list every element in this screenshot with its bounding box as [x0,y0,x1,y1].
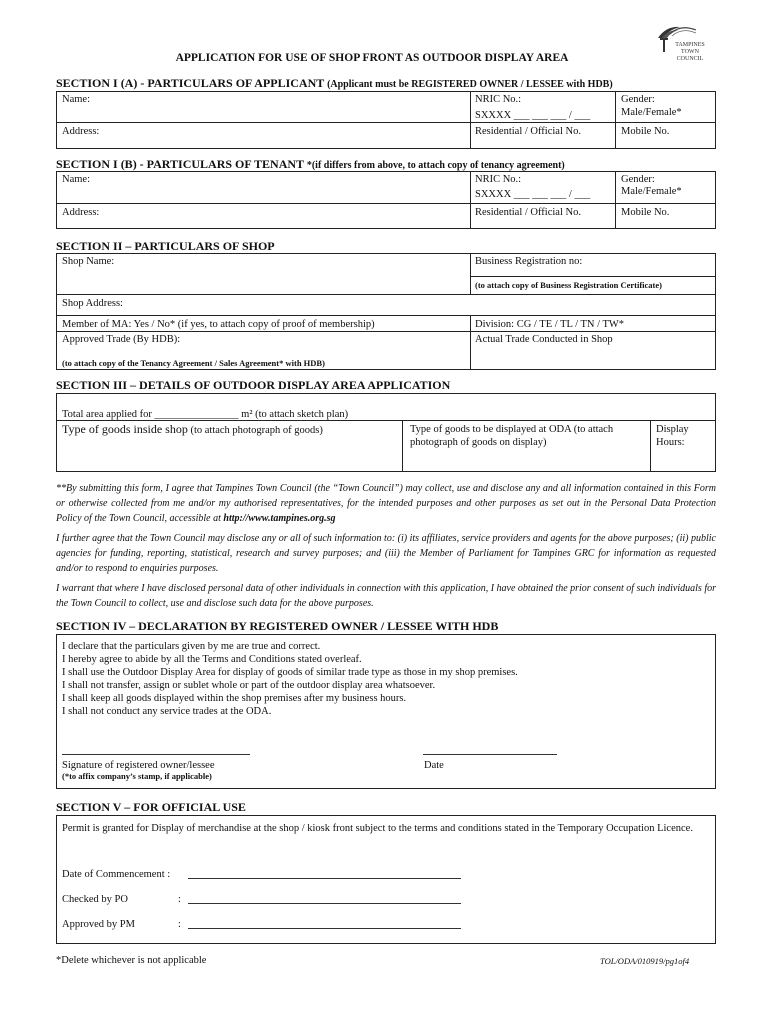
membership-label: Member of MA: Yes / No* (if yes, to attach copy of proof of membership) [62,319,375,330]
section3-heading: SECTION III – DETAILS OF OUTDOOR DISPLAY AREA APPLICATION [56,378,451,392]
goods-inside-label: Type of goods inside shop (to attach photograph of goods) [62,422,323,436]
tenant-address-label: Address: [62,207,100,218]
tenancy-note: (to attach copy of the Tenancy Agreement / Sales Agreement* with HDB) [62,358,325,368]
approved-by-line[interactable] [188,928,461,929]
declaration-line: I shall use the Outdoor Display Area for display of goods of similar trade type as those in my shop premises. [62,667,518,678]
approved-colon: : [178,919,181,930]
checked-colon: : [178,894,181,905]
brn-note: (to attach copy of Business Registration Certificate) [475,280,662,290]
tenant-gender-label: Gender: [621,174,655,185]
tenant-mobile-label: Mobile No. [621,207,670,218]
declaration-line: I shall not conduct any service trades at the ODA. [62,706,272,717]
date-label: Date [424,760,444,771]
page-title: APPLICATION FOR USE OF SHOP FRONT AS OUTDOOR DISPLAY AREA [175,52,569,64]
section4-heading: SECTION IV – DECLARATION BY REGISTERED OWNER / LESSEE WITH HDB [56,619,499,633]
division-label: Division: CG / TE / TL / TN / TW* [475,319,625,330]
goods-oda-label: Type of goods to be displayed at ODA (to attach photograph of goods on display) [410,424,614,448]
applicant-residential-label: Residential / Official No. [475,126,581,137]
applicant-name-label: Name: [62,94,90,105]
pdpa-paragraph-2: I further agree that the Town Council may disclose any or all of such information to: (i) its affiliates, service providers and agents for the above purposes; (ii) public agencies for funding, reporting, statistical, research and survey purposes; and (iii) the Member of Parliament for Tampines GRC for information as requested and/or to respond to enquiries purposes. [56,533,716,574]
section1a-heading: SECTION I (A) - PARTICULARS OF APPLICANT (Applicant must be REGISTERED OWNER / LESSEE with HDB) [56,76,613,90]
declaration-line: I hereby agree to abide by all the Terms and Conditions stated overleaf. [62,654,362,665]
applicant-nric-format: SXXXX ___ ___ ___ / ___ [475,110,591,121]
applicant-mobile-label: Mobile No. [621,126,670,137]
checked-by-line[interactable] [188,903,461,904]
tenant-gender-options: Male/Female* [621,186,682,197]
footer-ref: TOL/ODA/010919/pg1of4 [600,956,690,966]
display-hours-label: Display Hours: [656,424,689,448]
pdpa-paragraph-3: I warrant that where I have disclosed personal data of other individuals in connection with this application, I have obtained the prior consent of such individuals for the Town Council to collect, use and disclose such data for the above purposes. [56,583,716,609]
applicant-gender-options: Male/Female* [621,107,682,118]
checked-by-label: Checked by PO [62,894,128,905]
business-registration-label: Business Registration no: [475,256,583,267]
approved-by-label: Approved by PM [62,919,135,930]
section5-heading: SECTION V – FOR OFFICIAL USE [56,800,246,814]
shop-address-label: Shop Address: [62,298,123,309]
signature-label: Signature of registered owner/lessee [62,760,215,771]
applicant-nric-label: NRIC No.: [475,94,522,105]
actual-trade-label: Actual Trade Conducted in Shop [475,334,613,345]
footer-note: *Delete whichever is not applicable [56,955,207,966]
signature-line[interactable] [62,754,250,755]
section2-table [56,253,716,370]
pdpa-paragraph-1: **By submitting this form, I agree that Tampines Town Council (the “Town Council”) may collect, use and disclose any and all information contained in this Form or otherwise collected from me and/or my authorised representatives, for the intended purposes and other purposes as set out in the Personal Data Protection Policy of the Town Council, accessible at http://www.tampines.org.sg [56,483,716,524]
tenant-nric-label: NRIC No.: [475,174,522,185]
date-line[interactable] [423,754,557,755]
section2-heading: SECTION II – PARTICULARS OF SHOP [56,239,275,253]
stamp-note: (*to affix company’s stamp, if applicable) [62,771,212,781]
applicant-address-label: Address: [62,126,100,137]
section1b-table [56,171,716,229]
section1a-table [56,91,716,149]
tenant-name-label: Name: [62,174,90,185]
approved-trade-label: Approved Trade (By HDB): [62,334,181,345]
declaration-line: I declare that the particulars given by me are true and correct. [62,641,321,652]
pdpa-link[interactable]: http://www.tampines.org.sg [223,513,336,524]
tenant-residential-label: Residential / Official No. [475,207,581,218]
section1b-heading: SECTION I (B) - PARTICULARS OF TENANT *(if differs from above, to attach copy of tenancy agreement) [56,157,565,171]
permit-text: Permit is granted for Display of merchandise at the shop / kiosk front subject to the terms and conditions stated in the Temporary Occupation Licence. [62,823,693,834]
applicant-gender-label: Gender: [621,94,655,105]
total-area-label: Total area applied for ________________ m² (to attach sketch plan) [62,409,349,420]
commencement-line[interactable] [188,878,461,879]
logo-text: TAMPINES TOWN COUNCIL [675,42,705,62]
tenant-nric-format: SXXXX ___ ___ ___ / ___ [475,189,591,200]
shop-name-label: Shop Name: [62,256,115,267]
declaration-line: I shall keep all goods displayed within the shop premises after my business hours. [62,693,407,704]
commencement-label: Date of Commencement : [62,869,171,880]
declaration-line: I shall not transfer, assign or sublet whole or part of the outdoor display area whatsoever. [62,680,436,691]
